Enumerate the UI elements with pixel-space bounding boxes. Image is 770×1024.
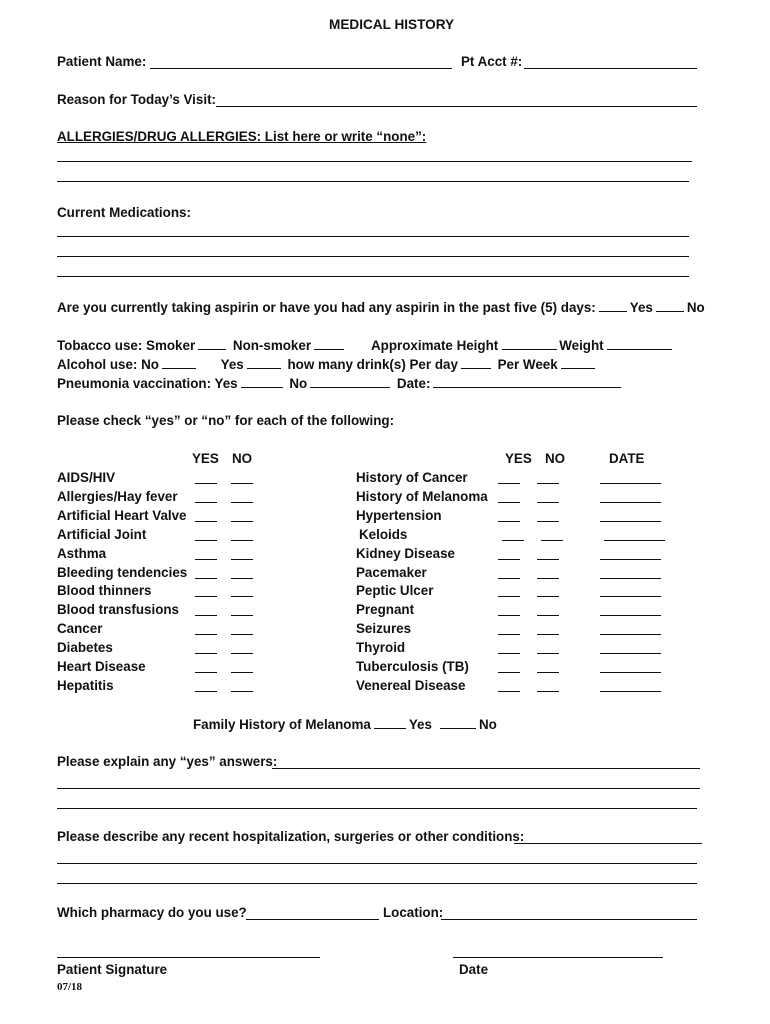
allergies-line-1[interactable] <box>57 161 692 162</box>
smoker-blank[interactable] <box>198 337 226 350</box>
condition-right-label: History of Melanoma <box>356 488 488 504</box>
height-label: Approximate Height <box>371 338 499 353</box>
condition-right-no-blank[interactable] <box>537 672 559 673</box>
condition-left-yes-blank[interactable] <box>195 634 217 635</box>
per-week-field[interactable] <box>561 356 595 369</box>
condition-right-label: History of Cancer <box>356 470 468 485</box>
condition-right-yes-blank[interactable] <box>498 615 520 616</box>
condition-right-label: Seizures <box>356 621 412 637</box>
nonsmoker-blank[interactable] <box>314 337 344 350</box>
explain-label: Please explain any “yes” answers: <box>57 754 278 769</box>
condition-right-label: Peptic Ulcer <box>356 583 434 599</box>
signature-date-line[interactable] <box>453 957 663 958</box>
aspirin-no-blank[interactable] <box>656 299 684 312</box>
header-yes-right: YES <box>505 451 532 466</box>
condition-left-no-blank[interactable] <box>231 578 253 579</box>
condition-left-label: Artificial Heart Valve <box>57 507 187 523</box>
condition-right-no-blank[interactable] <box>537 559 559 560</box>
pneumonia-no-blank[interactable] <box>310 375 390 388</box>
header-yes-left: YES <box>192 451 219 466</box>
condition-left-yes-blank[interactable] <box>195 672 217 673</box>
allergies-line-2[interactable] <box>57 181 689 182</box>
pneumonia-date-field[interactable] <box>433 375 621 388</box>
condition-left-label: Cancer <box>57 621 103 637</box>
condition-right-yes-blank[interactable] <box>498 559 520 560</box>
condition-right-date-field[interactable] <box>600 521 661 522</box>
condition-right-no-blank[interactable] <box>541 540 563 541</box>
tobacco-smoker-row <box>57 337 347 354</box>
condition-right-date-field[interactable] <box>600 691 661 692</box>
condition-right-no-blank[interactable] <box>537 691 559 692</box>
condition-right-date-field[interactable] <box>600 653 661 654</box>
location-label: Location: <box>383 905 444 920</box>
nonsmoker-label: Non-smoker <box>232 338 312 353</box>
aspirin-no-label: No <box>686 300 705 315</box>
signature-label: Patient Signature <box>57 962 168 977</box>
weight-field[interactable] <box>607 337 672 350</box>
condition-right-yes-blank[interactable] <box>498 502 520 503</box>
medications-line-1[interactable] <box>57 236 689 237</box>
condition-left-no-blank[interactable] <box>231 540 253 541</box>
condition-left-yes-blank[interactable] <box>195 483 217 484</box>
condition-right-no-blank[interactable] <box>537 502 559 503</box>
form-title: MEDICAL HISTORY <box>329 17 455 32</box>
family-melanoma-row <box>193 716 497 733</box>
condition-left-yes-blank[interactable] <box>195 578 217 579</box>
medications-line-2[interactable] <box>57 256 689 257</box>
patient-name-label: Patient Name: <box>57 54 147 69</box>
condition-right-yes-blank[interactable] <box>498 578 520 579</box>
explain-line-2[interactable] <box>57 788 700 789</box>
medications-label: Current Medications: <box>57 205 191 220</box>
condition-left-yes-blank[interactable] <box>195 596 217 597</box>
alcohol-row <box>57 356 598 373</box>
alcohol-yes-label: Yes <box>220 357 244 372</box>
family-melanoma-yes-blank[interactable] <box>374 716 406 729</box>
condition-left-no-blank[interactable] <box>231 691 253 692</box>
medications-line-3[interactable] <box>57 276 689 277</box>
condition-left-yes-blank[interactable] <box>195 521 217 522</box>
reason-label: Reason for Today’s Visit: <box>57 92 216 107</box>
condition-left-label: Asthma <box>57 545 107 561</box>
condition-left-no-blank[interactable] <box>231 615 253 616</box>
header-no-left: NO <box>232 451 253 466</box>
condition-left-label: AIDS/HIV <box>57 470 116 485</box>
condition-right-label: Keloids <box>359 526 408 542</box>
condition-right-no-blank[interactable] <box>537 653 559 654</box>
condition-right-no-blank[interactable] <box>537 615 559 616</box>
condition-right-date-field[interactable] <box>600 559 661 560</box>
tobacco-label: Tobacco use: Smoker <box>57 338 196 353</box>
weight-label: Weight <box>559 338 604 353</box>
explain-line-3[interactable] <box>57 808 697 809</box>
condition-left-yes-blank[interactable] <box>195 615 217 616</box>
per-week-label: Per Week <box>497 357 558 372</box>
explain-line-1[interactable] <box>272 768 700 769</box>
family-melanoma-no-label: No <box>478 717 497 732</box>
aspirin-yes-blank[interactable] <box>599 299 627 312</box>
condition-right-date-field[interactable] <box>600 672 661 673</box>
condition-left-label: Heart Disease <box>57 659 146 674</box>
pneumonia-yes-blank[interactable] <box>241 375 283 388</box>
condition-left-no-blank[interactable] <box>231 596 253 597</box>
condition-right-no-blank[interactable] <box>537 578 559 579</box>
family-melanoma-label: Family History of Melanoma <box>193 717 371 732</box>
patient-name-field[interactable] <box>150 68 452 69</box>
hospitalization-line-2[interactable] <box>57 863 697 864</box>
hospitalization-line-1[interactable] <box>514 843 702 844</box>
condition-left-label: Hepatitis <box>57 677 114 693</box>
check-instruction: Please check “yes” or “no” for each of the following: <box>57 413 395 428</box>
drinks-per-day-label: how many drink(s) Per day <box>287 357 458 372</box>
condition-right-no-blank[interactable] <box>537 483 559 484</box>
condition-right-date-field[interactable] <box>600 483 661 484</box>
condition-right-yes-blank[interactable] <box>498 634 520 635</box>
alcohol-no-blank[interactable] <box>162 356 196 369</box>
condition-right-date-field[interactable] <box>600 634 661 635</box>
condition-right-no-blank[interactable] <box>537 521 559 522</box>
condition-right-label: Pregnant <box>356 602 415 618</box>
condition-right-label: Pacemaker <box>356 564 427 580</box>
alcohol-label: Alcohol use: No <box>57 357 159 372</box>
condition-right-date-field[interactable] <box>600 615 661 616</box>
condition-left-yes-blank[interactable] <box>195 559 217 560</box>
condition-left-label: Artificial Joint <box>57 526 147 542</box>
hospitalization-label: Please describe any recent hospitalization, surgeries or other conditions: <box>57 829 525 844</box>
pharmacy-label: Which pharmacy do you use? <box>57 905 247 920</box>
condition-left-no-blank[interactable] <box>231 483 253 484</box>
height-field[interactable] <box>502 337 557 350</box>
hospitalization-line-3[interactable] <box>57 883 697 884</box>
condition-right-date-field[interactable] <box>600 578 661 579</box>
condition-left-no-blank[interactable] <box>231 559 253 560</box>
family-melanoma-yes-label: Yes <box>408 717 432 732</box>
condition-right-yes-blank[interactable] <box>498 483 520 484</box>
signature-line[interactable] <box>57 957 320 958</box>
pt-acct-field[interactable] <box>524 68 697 69</box>
allergies-label: ALLERGIES/DRUG ALLERGIES: List here or write “none”: <box>57 129 427 144</box>
condition-left-no-blank[interactable] <box>231 521 253 522</box>
condition-right-yes-blank[interactable] <box>498 521 520 522</box>
condition-left-label: Allergies/Hay fever <box>57 488 178 504</box>
signature-date-label: Date <box>459 962 489 977</box>
condition-left-no-blank[interactable] <box>231 634 253 635</box>
condition-right-yes-blank[interactable] <box>498 672 520 673</box>
condition-right-yes-blank[interactable] <box>498 653 520 654</box>
drinks-per-day-field[interactable] <box>461 356 491 369</box>
condition-right-label: Thyroid <box>356 640 406 656</box>
condition-right-label: Hypertension <box>356 507 442 523</box>
reason-field[interactable] <box>216 106 697 107</box>
condition-right-label: Tuberculosis (TB) <box>356 659 469 674</box>
condition-right-no-blank[interactable] <box>537 634 559 635</box>
condition-right-yes-blank[interactable] <box>498 596 520 597</box>
aspirin-question <box>57 299 705 316</box>
condition-left-no-blank[interactable] <box>231 502 253 503</box>
condition-left-no-blank[interactable] <box>231 672 253 673</box>
condition-left-yes-blank[interactable] <box>195 653 217 654</box>
condition-left-yes-blank[interactable] <box>195 502 217 503</box>
pneumonia-label: Pneumonia vaccination: Yes <box>57 376 238 391</box>
condition-left-yes-blank[interactable] <box>195 691 217 692</box>
condition-left-yes-blank[interactable] <box>195 540 217 541</box>
form-version: 07/18 <box>57 981 83 993</box>
family-melanoma-no-blank[interactable] <box>440 716 476 729</box>
condition-left-label: Diabetes <box>57 640 113 656</box>
condition-left-no-blank[interactable] <box>231 653 253 654</box>
pt-acct-label: Pt Acct #: <box>461 54 523 69</box>
condition-left-label: Blood transfusions <box>57 602 180 618</box>
condition-right-date-field[interactable] <box>600 596 661 597</box>
pneumonia-date-label: Date: <box>396 376 431 391</box>
condition-right-yes-blank[interactable] <box>498 691 520 692</box>
condition-left-label: Bleeding tendencies <box>57 564 188 580</box>
aspirin-question-text: Are you currently taking aspirin or have you had any aspirin in the past five (5) days: <box>57 300 596 315</box>
header-no-right: NO <box>545 451 566 466</box>
condition-right-date-field[interactable] <box>604 540 665 541</box>
pneumonia-no-label: No <box>289 376 308 391</box>
condition-right-label: Kidney Disease <box>356 545 455 561</box>
header-date-right: DATE <box>609 451 645 466</box>
condition-left-label: Blood thinners <box>57 583 152 599</box>
condition-right-date-field[interactable] <box>600 502 661 503</box>
aspirin-yes-label: Yes <box>629 300 653 315</box>
condition-right-yes-blank[interactable] <box>502 540 524 541</box>
condition-right-no-blank[interactable] <box>537 596 559 597</box>
height-weight-row <box>371 337 675 354</box>
pharmacy-field[interactable] <box>246 919 379 920</box>
pneumonia-row <box>57 375 624 392</box>
location-field[interactable] <box>441 919 697 920</box>
condition-right-label: Venereal Disease <box>356 677 466 693</box>
alcohol-yes-blank[interactable] <box>247 356 281 369</box>
